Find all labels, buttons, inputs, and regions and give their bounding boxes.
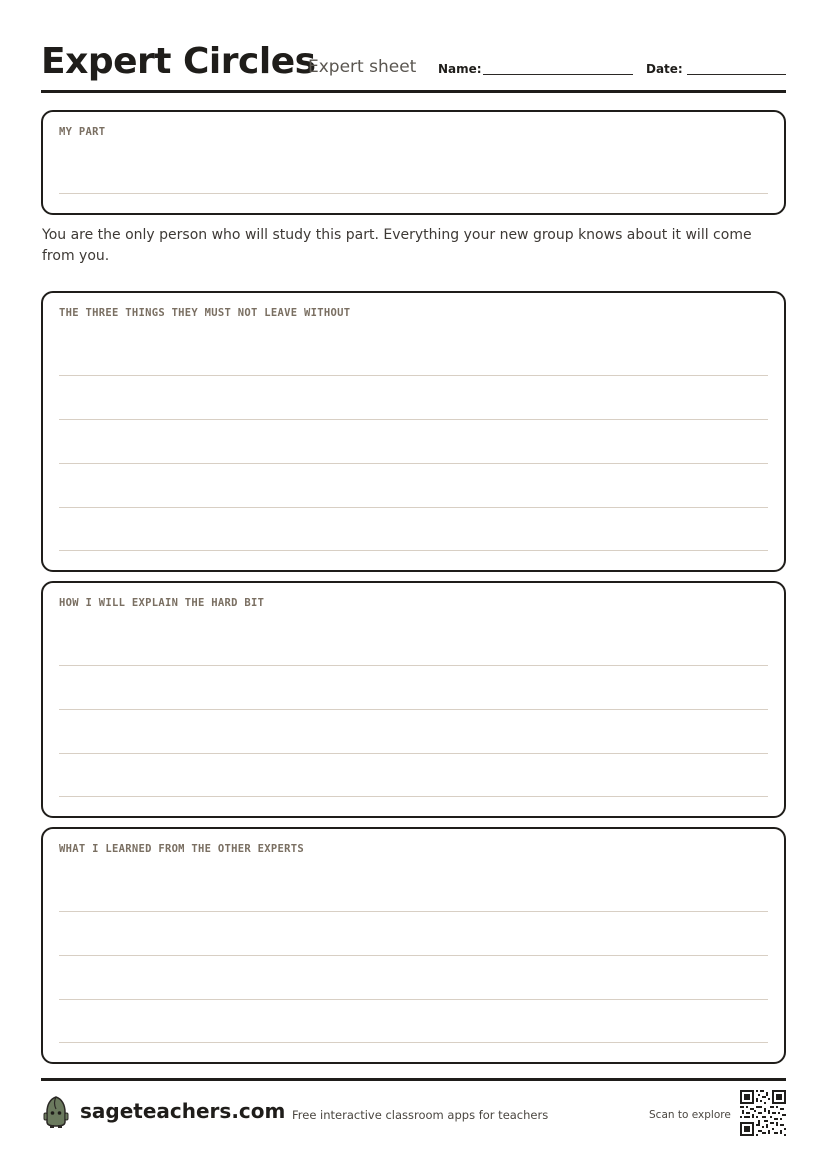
instructions-text: You are the only person who will study this part. Everything your new group knows about it will come from you. xyxy=(42,227,752,264)
writing-line[interactable] xyxy=(59,1042,768,1043)
name-label: Name: xyxy=(438,62,482,76)
writing-line[interactable] xyxy=(59,507,768,508)
footer-divider xyxy=(41,1078,786,1081)
writing-line[interactable] xyxy=(59,665,768,666)
writing-line[interactable] xyxy=(59,550,768,551)
header xyxy=(41,40,786,92)
date-field[interactable] xyxy=(687,74,786,75)
footer-tagline: Free interactive classroom apps for teachers xyxy=(292,1108,549,1122)
writing-line[interactable] xyxy=(59,796,768,797)
section-label: THE THREE THINGS THEY MUST NOT LEAVE WITHOUT xyxy=(59,307,351,319)
name-field[interactable] xyxy=(483,74,633,75)
section-label: HOW I WILL EXPLAIN THE HARD BIT xyxy=(59,597,265,609)
writing-line[interactable] xyxy=(59,709,768,710)
scan-caption: Scan to explore xyxy=(649,1109,731,1121)
date-label: Date: xyxy=(646,62,683,76)
header-divider xyxy=(41,90,786,93)
page-subtitle: Expert sheet xyxy=(308,57,417,77)
writing-line[interactable] xyxy=(59,955,768,956)
section-label: MY PART xyxy=(59,126,106,138)
section-learned-from-experts xyxy=(41,827,786,1064)
writing-line[interactable] xyxy=(59,419,768,420)
writing-line[interactable] xyxy=(59,753,768,754)
brand-link[interactable]: sageteachers.com xyxy=(80,1099,286,1123)
section-label: WHAT I LEARNED FROM THE OTHER EXPERTS xyxy=(59,843,304,855)
sage-mascot-icon xyxy=(41,1095,71,1129)
writing-line[interactable] xyxy=(59,193,768,194)
writing-line[interactable] xyxy=(59,999,768,1000)
section-explain-hard-bit xyxy=(41,581,786,818)
section-my-part xyxy=(41,110,786,215)
page-title: Expert Circles xyxy=(41,41,316,82)
writing-line[interactable] xyxy=(59,375,768,376)
writing-line[interactable] xyxy=(59,911,768,912)
writing-line[interactable] xyxy=(59,463,768,464)
section-three-things xyxy=(41,291,786,572)
qr-code-icon[interactable] xyxy=(740,1090,786,1136)
